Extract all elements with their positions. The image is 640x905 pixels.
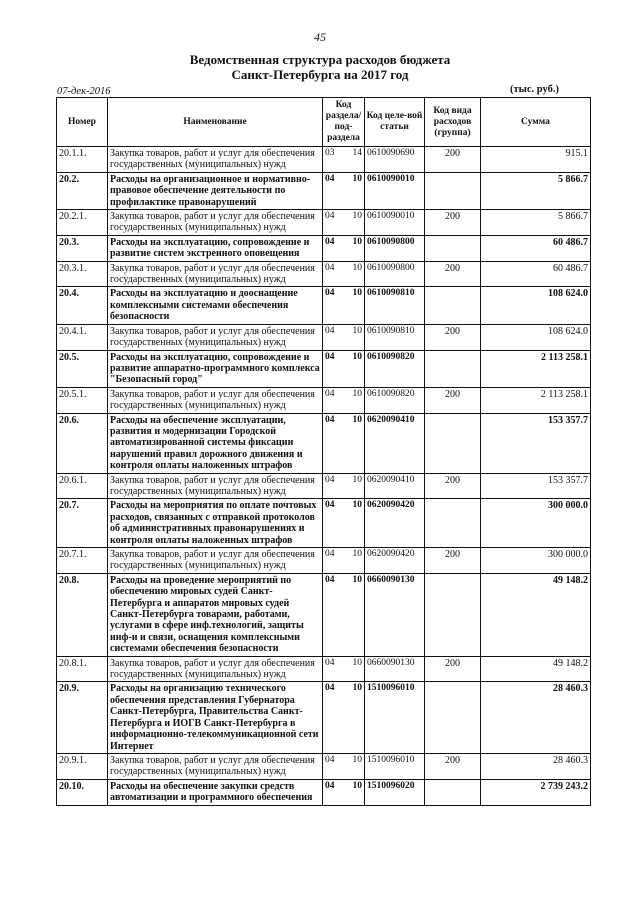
row-name: Расходы на организацию технического обеспечения представления Губернатора Санкт-Петербурга, Правительства Санкт-Петербурга и ИОГВ Санкт-Петербурга в информационно-телекоммуникационной сети Интернет (108, 682, 323, 753)
row-amount: 108 624.0 (481, 287, 591, 324)
row-razdel: 04 (325, 414, 335, 425)
document-title (0, 52, 640, 82)
row-expense-type (425, 682, 481, 753)
table-row (57, 413, 591, 473)
row-amount: 2 113 258.1 (481, 350, 591, 387)
table-row (57, 172, 591, 209)
row-amount: 915.1 (481, 147, 591, 173)
row-section-code (323, 473, 365, 499)
title-line-1: Ведомственная структура расходов бюджета (189, 52, 451, 67)
row-podrazdel: 10 (352, 236, 362, 247)
row-number: 20.8.1. (57, 656, 108, 682)
row-expense-type: 200 (425, 753, 481, 779)
row-podrazdel: 10 (352, 549, 362, 559)
row-amount: 153 357.7 (481, 473, 591, 499)
row-expense-type (425, 413, 481, 473)
row-razdel: 04 (325, 683, 335, 694)
row-number: 20.2.1. (57, 210, 108, 236)
row-expense-type: 200 (425, 548, 481, 574)
row-section-code (323, 147, 365, 173)
header-amount: Сумма (481, 98, 591, 147)
header-name: Наименование (108, 98, 323, 147)
row-razdel: 04 (325, 574, 335, 585)
header-target-code: Код целе-вой статьи (365, 98, 425, 147)
title-line-2: Санкт-Петербурга на 2017 год (231, 67, 409, 82)
row-podrazdel: 10 (352, 262, 362, 273)
row-target-code: 0610090800 (365, 261, 425, 287)
row-section-code (323, 172, 365, 209)
row-amount: 5 866.7 (481, 210, 591, 236)
row-number: 20.3. (57, 235, 108, 261)
row-number: 20.1.1. (57, 147, 108, 173)
row-razdel: 04 (325, 173, 335, 184)
row-razdel: 04 (325, 754, 335, 765)
table-row (57, 473, 591, 499)
row-section-code (323, 324, 365, 350)
row-name: Расходы на организационное и нормативно-правовое обеспечение деятельности по профилактике правонарушений (108, 172, 323, 209)
row-number: 20.9.1. (57, 753, 108, 779)
row-razdel: 04 (325, 657, 335, 668)
row-podrazdel: 10 (352, 754, 362, 765)
row-target-code: 0620090410 (365, 413, 425, 473)
row-section-code (323, 753, 365, 779)
row-section-code (323, 387, 365, 413)
row-razdel: 04 (325, 236, 335, 247)
row-amount: 300 000.0 (481, 548, 591, 574)
row-section-code (323, 656, 365, 682)
row-razdel: 04 (325, 500, 335, 511)
row-target-code: 1510096020 (365, 779, 425, 805)
row-section-code (323, 413, 365, 473)
row-name: Закупка товаров, работ и услуг для обеспечения государственных (муниципальных) нужд (108, 261, 323, 287)
row-podrazdel: 10 (352, 351, 362, 362)
row-number: 20.3.1. (57, 261, 108, 287)
row-razdel: 04 (325, 474, 335, 485)
row-section-code (323, 350, 365, 387)
row-razdel: 04 (325, 549, 335, 559)
row-target-code: 1510096010 (365, 753, 425, 779)
row-expense-type (425, 350, 481, 387)
row-name: Расходы на эксплуатацию, сопровождение и развитие аппаратно-программного комплекса "Безопасный город" (108, 350, 323, 387)
row-number: 20.7.1. (57, 548, 108, 574)
row-section-code (323, 287, 365, 324)
row-amount: 2 113 258.1 (481, 387, 591, 413)
row-target-code: 0660090130 (365, 656, 425, 682)
row-name: Закупка товаров, работ и услуг для обеспечения государственных (муниципальных) нужд (108, 210, 323, 236)
row-number: 20.7. (57, 499, 108, 548)
row-expense-type: 200 (425, 473, 481, 499)
row-expense-type: 200 (425, 261, 481, 287)
table-row (57, 753, 591, 779)
table-row (57, 548, 591, 574)
row-amount: 5 866.7 (481, 172, 591, 209)
row-section-code (323, 548, 365, 574)
row-target-code: 0620090410 (365, 473, 425, 499)
row-section-code (323, 573, 365, 656)
row-expense-type: 200 (425, 656, 481, 682)
row-name: Закупка товаров, работ и услуг для обеспечения государственных (муниципальных) нужд (108, 147, 323, 173)
row-razdel: 04 (325, 325, 335, 336)
row-name: Расходы на обеспечение закупки средств автоматизации и программного обеспечения (108, 779, 323, 805)
row-podrazdel: 10 (352, 414, 362, 425)
row-target-code: 0610090010 (365, 172, 425, 209)
row-podrazdel: 10 (352, 474, 362, 485)
row-name: Расходы на проведение мероприятий по обеспечению мировых судей Санкт-Петербурга и аппаратов мировых судей Санкт-Петербурга товарами, работами, услугами в сфере инф.технологий, защиты инф-и и связи, оснащения комплексными системами обеспечения безопасности (108, 573, 323, 656)
header-section-code: Код раздела/ под-раздела (323, 98, 365, 147)
row-number: 20.2. (57, 172, 108, 209)
row-target-code: 0620090420 (365, 499, 425, 548)
row-name: Расходы на обеспечение эксплуатации, развития и модернизации Городской автоматизированной системы фиксации нарушений правил дорожного движения и контроля оплаты наложенных штрафов (108, 413, 323, 473)
row-razdel: 03 (325, 148, 335, 158)
row-razdel: 04 (325, 351, 335, 362)
row-number: 20.4. (57, 287, 108, 324)
row-number: 20.4.1. (57, 324, 108, 350)
row-number: 20.8. (57, 573, 108, 656)
table-row (57, 350, 591, 387)
row-podrazdel: 10 (352, 683, 362, 694)
row-amount: 28 460.3 (481, 753, 591, 779)
row-expense-type: 200 (425, 210, 481, 236)
row-podrazdel: 10 (352, 657, 362, 668)
row-expense-type: 200 (425, 387, 481, 413)
row-target-code: 0610090010 (365, 210, 425, 236)
page-number: 45 (314, 30, 326, 44)
document-date: 07-дек-2016 (57, 86, 111, 97)
budget-table (56, 97, 591, 806)
row-section-code (323, 779, 365, 805)
row-amount: 153 357.7 (481, 413, 591, 473)
row-section-code (323, 499, 365, 548)
row-name: Расходы на эксплуатацию, сопровождение и развитие систем экстренного оповещения (108, 235, 323, 261)
row-expense-type: 200 (425, 147, 481, 173)
table-row (57, 324, 591, 350)
row-expense-type (425, 573, 481, 656)
row-name: Закупка товаров, работ и услуг для обеспечения государственных (муниципальных) нужд (108, 656, 323, 682)
table-row (57, 573, 591, 656)
header-number: Номер (57, 98, 108, 147)
table-header-row (57, 98, 591, 147)
row-razdel: 04 (325, 780, 335, 791)
row-podrazdel: 10 (352, 500, 362, 511)
table-row (57, 656, 591, 682)
row-number: 20.5. (57, 350, 108, 387)
units-label: (тыс. руб.) (510, 84, 559, 95)
row-expense-type: 200 (425, 324, 481, 350)
table-row (57, 287, 591, 324)
row-podrazdel: 10 (352, 388, 362, 399)
row-target-code: 0610090810 (365, 324, 425, 350)
row-number: 20.6. (57, 413, 108, 473)
row-name: Закупка товаров, работ и услуг для обеспечения государственных (муниципальных) нужд (108, 324, 323, 350)
row-name: Закупка товаров, работ и услуг для обеспечения государственных (муниципальных) нужд (108, 548, 323, 574)
table-row (57, 387, 591, 413)
row-target-code: 0610090820 (365, 350, 425, 387)
row-razdel: 04 (325, 262, 335, 273)
row-section-code (323, 210, 365, 236)
table-row (57, 682, 591, 753)
row-target-code: 0660090130 (365, 573, 425, 656)
row-podrazdel: 10 (352, 288, 362, 299)
table-row (57, 147, 591, 173)
row-name: Закупка товаров, работ и услуг для обеспечения государственных (муниципальных) нужд (108, 473, 323, 499)
row-amount: 49 148.2 (481, 573, 591, 656)
row-razdel: 04 (325, 211, 335, 222)
row-amount: 28 460.3 (481, 682, 591, 753)
row-amount: 60 486.7 (481, 235, 591, 261)
table-row (57, 235, 591, 261)
row-number: 20.10. (57, 779, 108, 805)
row-target-code: 0610090800 (365, 235, 425, 261)
row-expense-type (425, 235, 481, 261)
row-expense-type (425, 172, 481, 209)
row-expense-type (425, 499, 481, 548)
row-expense-type (425, 287, 481, 324)
row-name: Закупка товаров, работ и услуг для обеспечения государственных (муниципальных) нужд (108, 753, 323, 779)
row-podrazdel: 14 (352, 148, 362, 158)
row-section-code (323, 235, 365, 261)
row-target-code: 1510096010 (365, 682, 425, 753)
row-name: Расходы на эксплуатацию и дооснащение комплексными системами обеспечения безопасности (108, 287, 323, 324)
table-row (57, 210, 591, 236)
row-number: 20.5.1. (57, 387, 108, 413)
row-amount: 2 739 243.2 (481, 779, 591, 805)
row-target-code: 0620090420 (365, 548, 425, 574)
row-amount: 49 148.2 (481, 656, 591, 682)
row-podrazdel: 10 (352, 211, 362, 222)
row-target-code: 0610090690 (365, 147, 425, 173)
table-row (57, 261, 591, 287)
row-number: 20.6.1. (57, 473, 108, 499)
table-row (57, 779, 591, 805)
row-podrazdel: 10 (352, 574, 362, 585)
row-name: Расходы на мероприятия по оплате почтовых расходов, связанных с отправкой протоколов об административных правонарушениях и контроля оплаты наложенных штрафов (108, 499, 323, 548)
row-amount: 300 000.0 (481, 499, 591, 548)
row-section-code (323, 682, 365, 753)
row-razdel: 04 (325, 388, 335, 399)
row-section-code (323, 261, 365, 287)
row-number: 20.9. (57, 682, 108, 753)
table-row (57, 499, 591, 548)
row-target-code: 0610090820 (365, 387, 425, 413)
header-expense-type-code: Код вида расходов (группа) (425, 98, 481, 147)
row-podrazdel: 10 (352, 325, 362, 336)
row-target-code: 0610090810 (365, 287, 425, 324)
row-expense-type (425, 779, 481, 805)
row-razdel: 04 (325, 288, 335, 299)
row-podrazdel: 10 (352, 173, 362, 184)
row-name: Закупка товаров, работ и услуг для обеспечения государственных (муниципальных) нужд (108, 387, 323, 413)
row-podrazdel: 10 (352, 780, 362, 791)
row-amount: 60 486.7 (481, 261, 591, 287)
row-amount: 108 624.0 (481, 324, 591, 350)
